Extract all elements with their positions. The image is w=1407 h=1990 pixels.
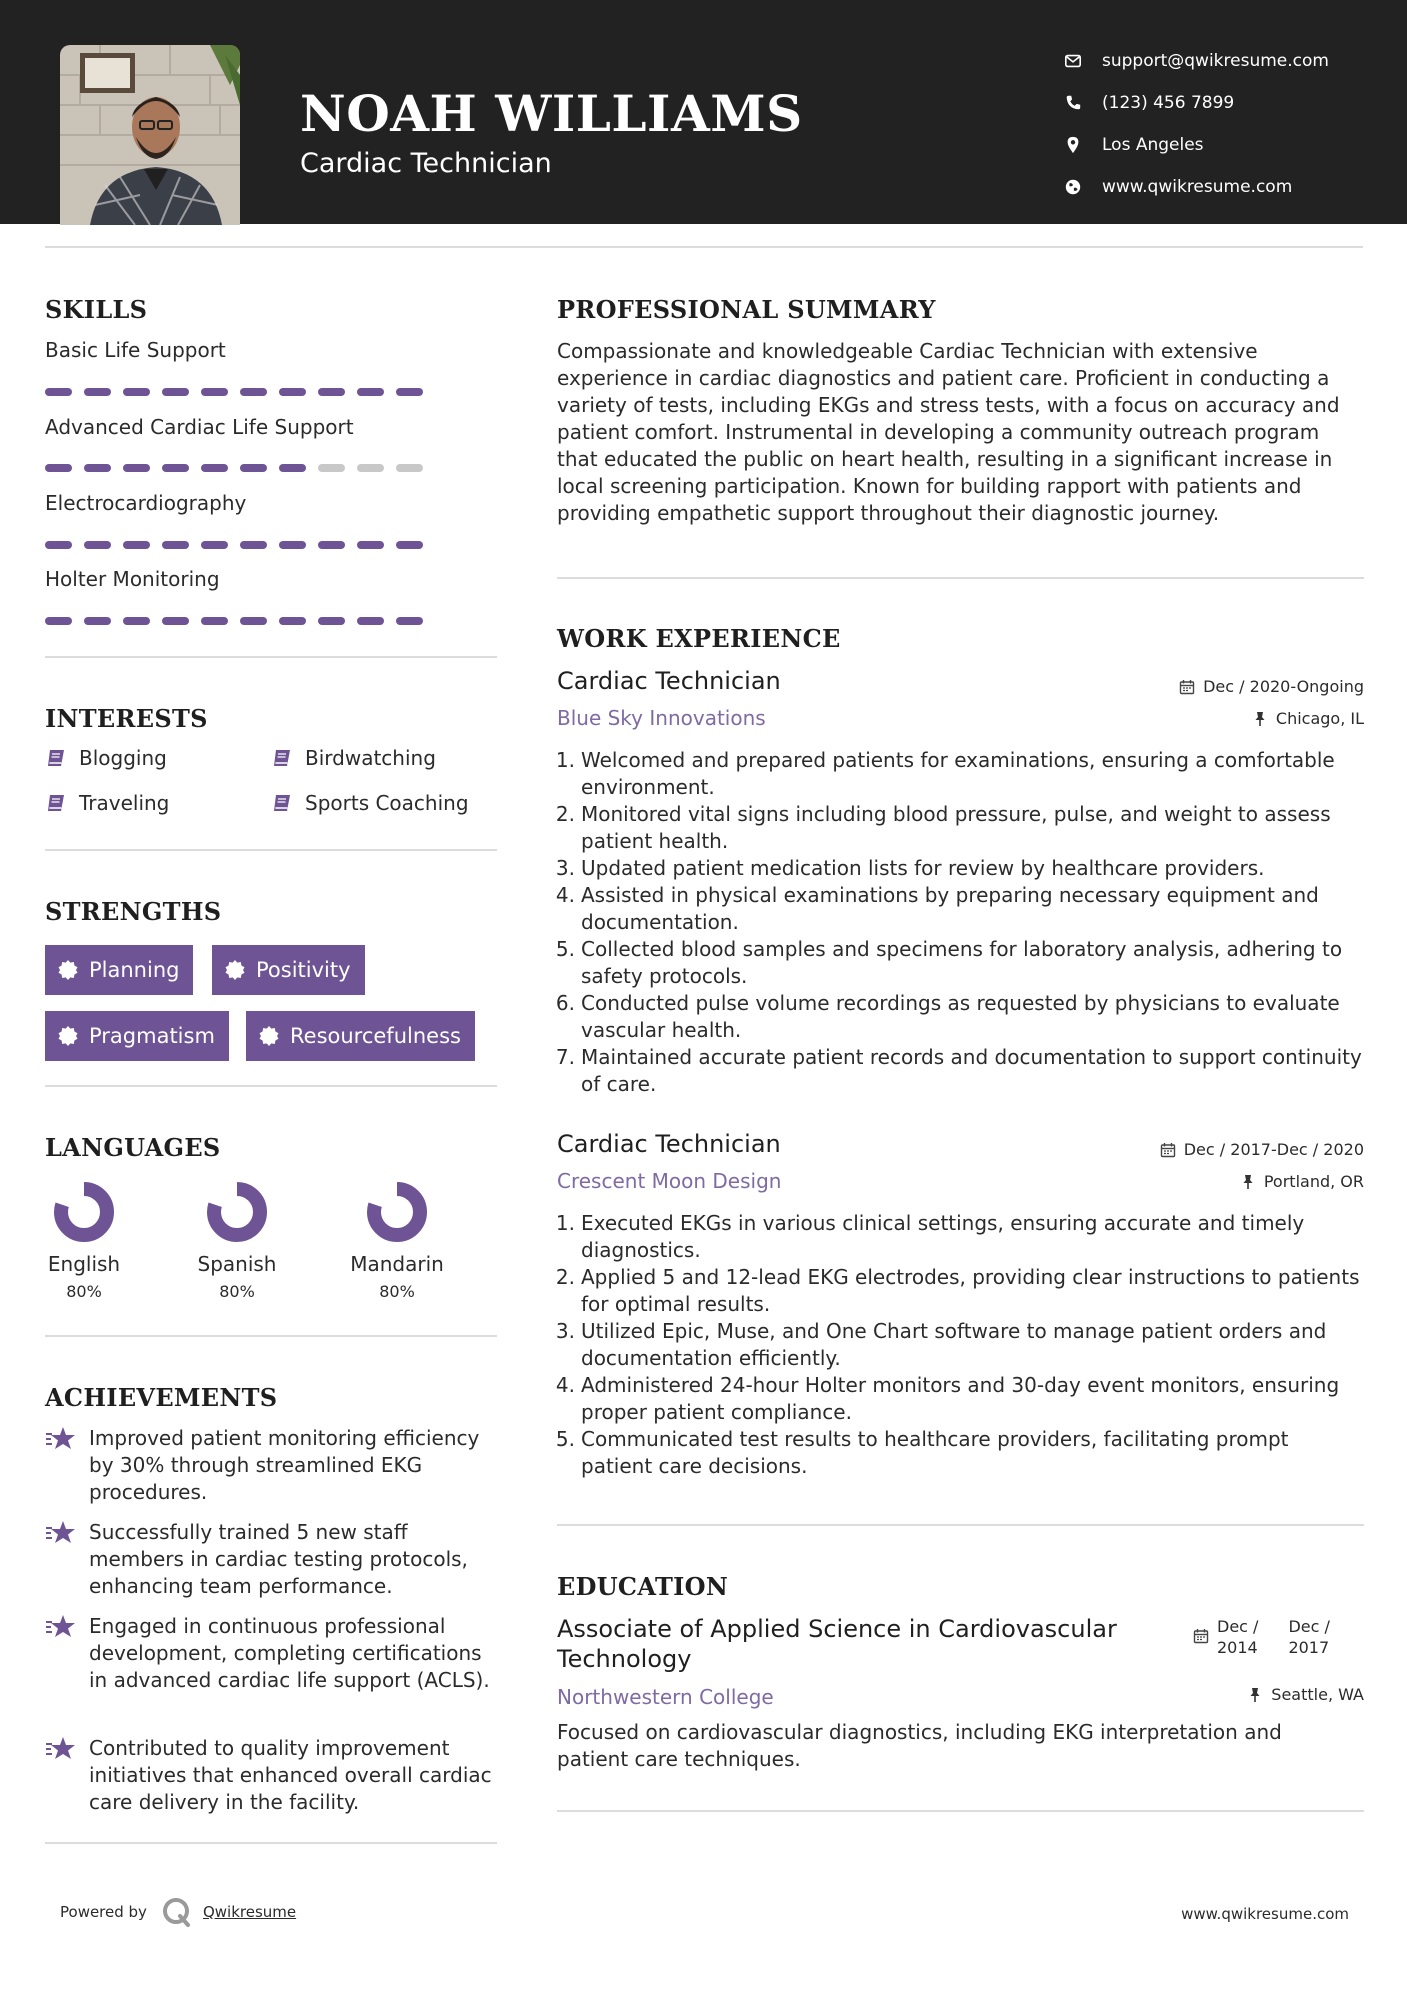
job-dates-text: Dec / 2020-Ongoing <box>1203 677 1364 696</box>
contact-list <box>1064 40 1329 208</box>
section-divider <box>45 656 497 658</box>
strengths-heading: STRENGTHS <box>45 897 222 926</box>
phone-icon <box>1064 94 1102 112</box>
achievements-heading: ACHIEVEMENTS <box>45 1383 278 1412</box>
skill-segment <box>123 617 150 625</box>
skill-name: Electrocardiography <box>45 491 247 515</box>
strength-label: Positivity <box>256 958 351 982</box>
duty-text: Utilized Epic, Muse, and One Chart software to manage patient orders and documentation efficiently. <box>581 1319 1327 1370</box>
skill-segment <box>162 541 189 549</box>
skill-segment <box>279 617 306 625</box>
skill-segment <box>279 464 306 472</box>
list-item: 7. Maintained accurate patient records and documentation to support continuity of care. <box>555 1045 1362 1096</box>
summary-heading: PROFESSIONAL SUMMARY <box>557 295 936 324</box>
interest-item <box>45 746 167 770</box>
languages-heading: LANGUAGES <box>45 1133 221 1162</box>
skill-segment <box>45 541 72 549</box>
skill-segment <box>123 541 150 549</box>
pushpin-icon <box>1240 1174 1256 1190</box>
duty-text: Monitored vital signs including blood pressure, pulse, and weight to assess patient health. <box>581 802 1331 853</box>
skill-level-bar <box>45 541 423 549</box>
section-divider <box>557 577 1364 579</box>
footer-website[interactable]: www.qwikresume.com <box>1181 1905 1349 1923</box>
list-item: 3. Utilized Epic, Muse, and One Chart software to manage patient orders and documentation efficiently. <box>553 1318 1363 1372</box>
education-end-year: 2017 <box>1288 1638 1330 1657</box>
interest-item <box>45 791 169 815</box>
skill-segment <box>84 464 111 472</box>
calendar-icon <box>1160 1142 1176 1158</box>
skill-segment <box>240 541 267 549</box>
skill-segment <box>318 541 345 549</box>
job-title: Cardiac Technician <box>557 667 781 695</box>
header <box>0 0 1407 224</box>
skill-segment <box>279 541 306 549</box>
achievement-text: Engaged in continuous professional development, completing certifications in advanced cardiac life support (ACLS). <box>89 1614 490 1692</box>
section-divider <box>45 1085 497 1087</box>
skill-segment <box>201 617 228 625</box>
skill-segment <box>396 617 423 625</box>
skill-segment <box>357 388 384 396</box>
list-item: 2. Monitored vital signs including blood pressure, pulse, and weight to assess patient health. <box>553 801 1363 855</box>
duty-text: Communicated test results to healthcare providers, facilitating prompt patient care decisions. <box>581 1427 1289 1478</box>
language-name: English <box>47 1252 121 1276</box>
strength-label: Pragmatism <box>89 1024 215 1048</box>
strength-badge <box>45 945 193 995</box>
strength-badge <box>246 1011 475 1061</box>
section-divider <box>45 1335 497 1337</box>
brand-link[interactable]: Qwikresume <box>202 1903 297 1921</box>
skill-segment <box>45 464 72 472</box>
skill-segment <box>84 388 111 396</box>
star-award-icon <box>45 1613 77 1641</box>
job-location <box>1240 1172 1364 1191</box>
duty-text: Assisted in physical examinations by preparing necessary equipment and documentation. <box>581 883 1319 934</box>
badge-icon <box>224 959 246 981</box>
section-divider <box>45 1842 497 1844</box>
skill-segment <box>318 464 345 472</box>
language-level-ring <box>52 1180 116 1244</box>
achievement-item <box>45 1613 500 1694</box>
education-location <box>1247 1685 1364 1704</box>
skill-segment <box>201 541 228 549</box>
skill-segment <box>318 388 345 396</box>
job-location <box>1252 709 1364 728</box>
contact-email-text: support@qwikresume.com <box>1102 51 1329 71</box>
language-name: Mandarin <box>350 1252 444 1276</box>
education-description: Focused on cardiovascular diagnostics, including EKG interpretation and patient care techniques. <box>557 1720 1282 1771</box>
skill-segment <box>162 617 189 625</box>
star-award-icon <box>45 1519 77 1547</box>
education-location-text: Seattle, WA <box>1271 1685 1364 1704</box>
calendar-icon <box>1179 679 1195 695</box>
book-icon <box>271 747 293 769</box>
list-item: 6. Conducted pulse volume recordings as requested by physicians to evaluate vascular health. <box>553 990 1363 1044</box>
skill-segment <box>123 388 150 396</box>
section-divider <box>557 1810 1364 1812</box>
list-item: 4. Assisted in physical examinations by preparing necessary equipment and documentation. <box>553 882 1363 936</box>
degree-title: Associate of Applied Science in Cardiovascular Technology <box>557 1615 1117 1673</box>
star-award-icon <box>45 1425 77 1453</box>
skill-segment <box>45 617 72 625</box>
skill-name: Holter Monitoring <box>45 567 220 591</box>
duty-text: Welcomed and prepared patients for examinations, ensuring a comfortable environment. <box>581 748 1335 799</box>
job-location-text: Portland, OR <box>1263 1172 1364 1191</box>
duty-text: Collected blood samples and specimens for laboratory analysis, adhering to safety protocols. <box>581 937 1343 988</box>
skill-segment <box>201 464 228 472</box>
globe-icon <box>1064 178 1102 196</box>
pushpin-icon <box>1252 711 1268 727</box>
education-heading: EDUCATION <box>557 1572 729 1601</box>
summary-text: Compassionate and knowledgeable Cardiac Technician with extensive experience in cardiac diagnostics and patient care. Proficient in conducting a variety of tests, including EKGs and stress tests, with a focus on accuracy and patient comfort. Instrumental in developing a community outreach program that educated the public on heart health, resulting in a significant increase in local screening participation. Known for building rapport with patients and providing empathetic support throughout their diagnostic journey. <box>557 339 1340 525</box>
skill-name: Advanced Cardiac Life Support <box>45 415 354 439</box>
duty-text: Administered 24-hour Holter monitors and 30-day event monitors, ensuring proper patient compliance. <box>581 1373 1340 1424</box>
candidate-title: Cardiac Technician <box>300 148 552 179</box>
book-icon <box>45 747 67 769</box>
language-percent: 80% <box>219 1282 255 1301</box>
job-duties-list <box>553 1210 1363 1480</box>
email-icon <box>1064 52 1102 70</box>
education-start-year: 2014 <box>1217 1638 1258 1657</box>
contact-phone-text: (123) 456 7899 <box>1102 93 1235 113</box>
contact-website-text: www.qwikresume.com <box>1102 177 1293 197</box>
education-dates <box>1193 1616 1330 1658</box>
list-item: 4. Administered 24-hour Holter monitors and 30-day event monitors, ensuring proper patient compliance. <box>553 1372 1363 1426</box>
contact-location <box>1064 124 1329 166</box>
location-pin-icon <box>1064 136 1102 154</box>
section-divider <box>557 1524 1364 1526</box>
job-title: Cardiac Technician <box>557 1130 781 1158</box>
skill-segment <box>396 388 423 396</box>
duty-text: Executed EKGs in various clinical settings, ensuring accurate and timely diagnostics. <box>581 1211 1305 1262</box>
interest-label: Birdwatching <box>305 746 436 770</box>
duty-text: Conducted pulse volume recordings as requested by physicians to evaluate vascular health. <box>581 991 1340 1042</box>
strength-label: Resourcefulness <box>290 1024 461 1048</box>
job-duties-list <box>553 747 1363 1098</box>
contact-location-text: Los Angeles <box>1102 135 1204 155</box>
language-name: Spanish <box>197 1252 277 1276</box>
list-item: 5. Communicated test results to healthcare providers, facilitating prompt patient care decisions. <box>553 1426 1363 1480</box>
achievement-item <box>45 1425 500 1506</box>
book-icon <box>271 792 293 814</box>
skill-segment <box>240 464 267 472</box>
company-name: Crescent Moon Design <box>557 1169 782 1193</box>
education-start-month: Dec / <box>1217 1617 1259 1636</box>
achievement-text: Improved patient monitoring efficiency by 30% through streamlined EKG procedures. <box>89 1426 480 1504</box>
skill-segment <box>357 464 384 472</box>
language-percent: 80% <box>379 1282 415 1301</box>
badge-icon <box>258 1025 280 1047</box>
duty-text: Maintained accurate patient records and documentation to support continuity of care. <box>581 1045 1362 1096</box>
skill-level-bar <box>45 464 423 472</box>
calendar-icon <box>1193 1628 1209 1644</box>
profile-photo <box>60 45 240 225</box>
skill-segment <box>396 541 423 549</box>
strength-label: Planning <box>89 958 180 982</box>
skill-segment <box>162 388 189 396</box>
interest-item <box>271 746 436 770</box>
powered-by-text: Powered by <box>60 1903 147 1921</box>
skill-segment <box>240 388 267 396</box>
list-item: 2. Applied 5 and 12-lead EKG electrodes, providing clear instructions to patients for optimal results. <box>553 1264 1363 1318</box>
interest-label: Traveling <box>79 791 170 815</box>
skill-level-bar <box>45 388 423 396</box>
job-location-text: Chicago, IL <box>1275 709 1364 728</box>
language-item <box>24 1180 144 1301</box>
pushpin-icon <box>1247 1687 1263 1703</box>
list-item: 1. Welcomed and prepared patients for examinations, ensuring a comfortable environment. <box>553 747 1363 801</box>
skill-segment <box>318 617 345 625</box>
star-award-icon <box>45 1735 77 1763</box>
skill-segment <box>45 388 72 396</box>
skill-segment <box>162 464 189 472</box>
experience-heading: WORK EXPERIENCE <box>557 624 841 653</box>
job-dates-text: Dec / 2017-Dec / 2020 <box>1183 1140 1364 1159</box>
header-divider <box>45 246 1363 248</box>
skill-name: Basic Life Support <box>45 338 226 362</box>
skill-segment <box>123 464 150 472</box>
book-icon <box>45 792 67 814</box>
duty-text: Updated patient medication lists for review by healthcare providers. <box>581 856 1265 880</box>
list-item: 3. Updated patient medication lists for review by healthcare providers. <box>555 856 1265 880</box>
contact-phone[interactable] <box>1064 82 1329 124</box>
achievement-item <box>45 1519 500 1600</box>
skill-segment <box>357 617 384 625</box>
achievement-text: Contributed to quality improvement initiatives that enhanced overall cardiac care delivery in the facility. <box>89 1736 492 1814</box>
interest-label: Sports Coaching <box>305 791 469 815</box>
achievement-item <box>45 1735 500 1816</box>
interests-heading: INTERESTS <box>45 704 208 733</box>
job-dates <box>1179 677 1364 696</box>
language-level-ring <box>205 1180 269 1244</box>
duty-text: Applied 5 and 12-lead EKG electrodes, providing clear instructions to patients for optimal results. <box>581 1265 1360 1316</box>
candidate-name: NOAH WILLIAMS <box>300 84 803 143</box>
list-item: 5. Collected blood samples and specimens for laboratory analysis, adhering to safety protocols. <box>553 936 1363 990</box>
badge-icon <box>57 1025 79 1047</box>
contact-website[interactable] <box>1064 166 1329 208</box>
interest-item <box>271 791 469 815</box>
qwikresume-logo-icon <box>161 1896 193 1928</box>
list-item: 1. Executed EKGs in various clinical settings, ensuring accurate and timely diagnostics. <box>553 1210 1363 1264</box>
language-level-ring <box>365 1180 429 1244</box>
section-divider <box>45 849 497 851</box>
skill-segment <box>240 617 267 625</box>
language-item <box>337 1180 457 1301</box>
badge-icon <box>57 959 79 981</box>
strength-badge <box>45 1011 229 1061</box>
school-name: Northwestern College <box>557 1685 774 1709</box>
skill-segment <box>279 388 306 396</box>
language-item <box>177 1180 297 1301</box>
company-name: Blue Sky Innovations <box>557 706 766 730</box>
skill-segment <box>396 464 423 472</box>
education-end-month: Dec / <box>1288 1617 1330 1636</box>
language-percent: 80% <box>66 1282 102 1301</box>
skill-level-bar <box>45 617 423 625</box>
skill-segment <box>201 388 228 396</box>
interest-label: Blogging <box>79 746 167 770</box>
skills-heading: SKILLS <box>45 295 148 324</box>
footer-powered-by <box>60 1896 296 1928</box>
strength-badge <box>212 945 365 995</box>
skill-segment <box>357 541 384 549</box>
skill-segment <box>84 541 111 549</box>
achievement-text: Successfully trained 5 new staff members in cardiac testing protocols, enhancing team performance. <box>89 1520 468 1598</box>
job-dates <box>1160 1140 1364 1159</box>
contact-email[interactable] <box>1064 40 1329 82</box>
skill-segment <box>84 617 111 625</box>
